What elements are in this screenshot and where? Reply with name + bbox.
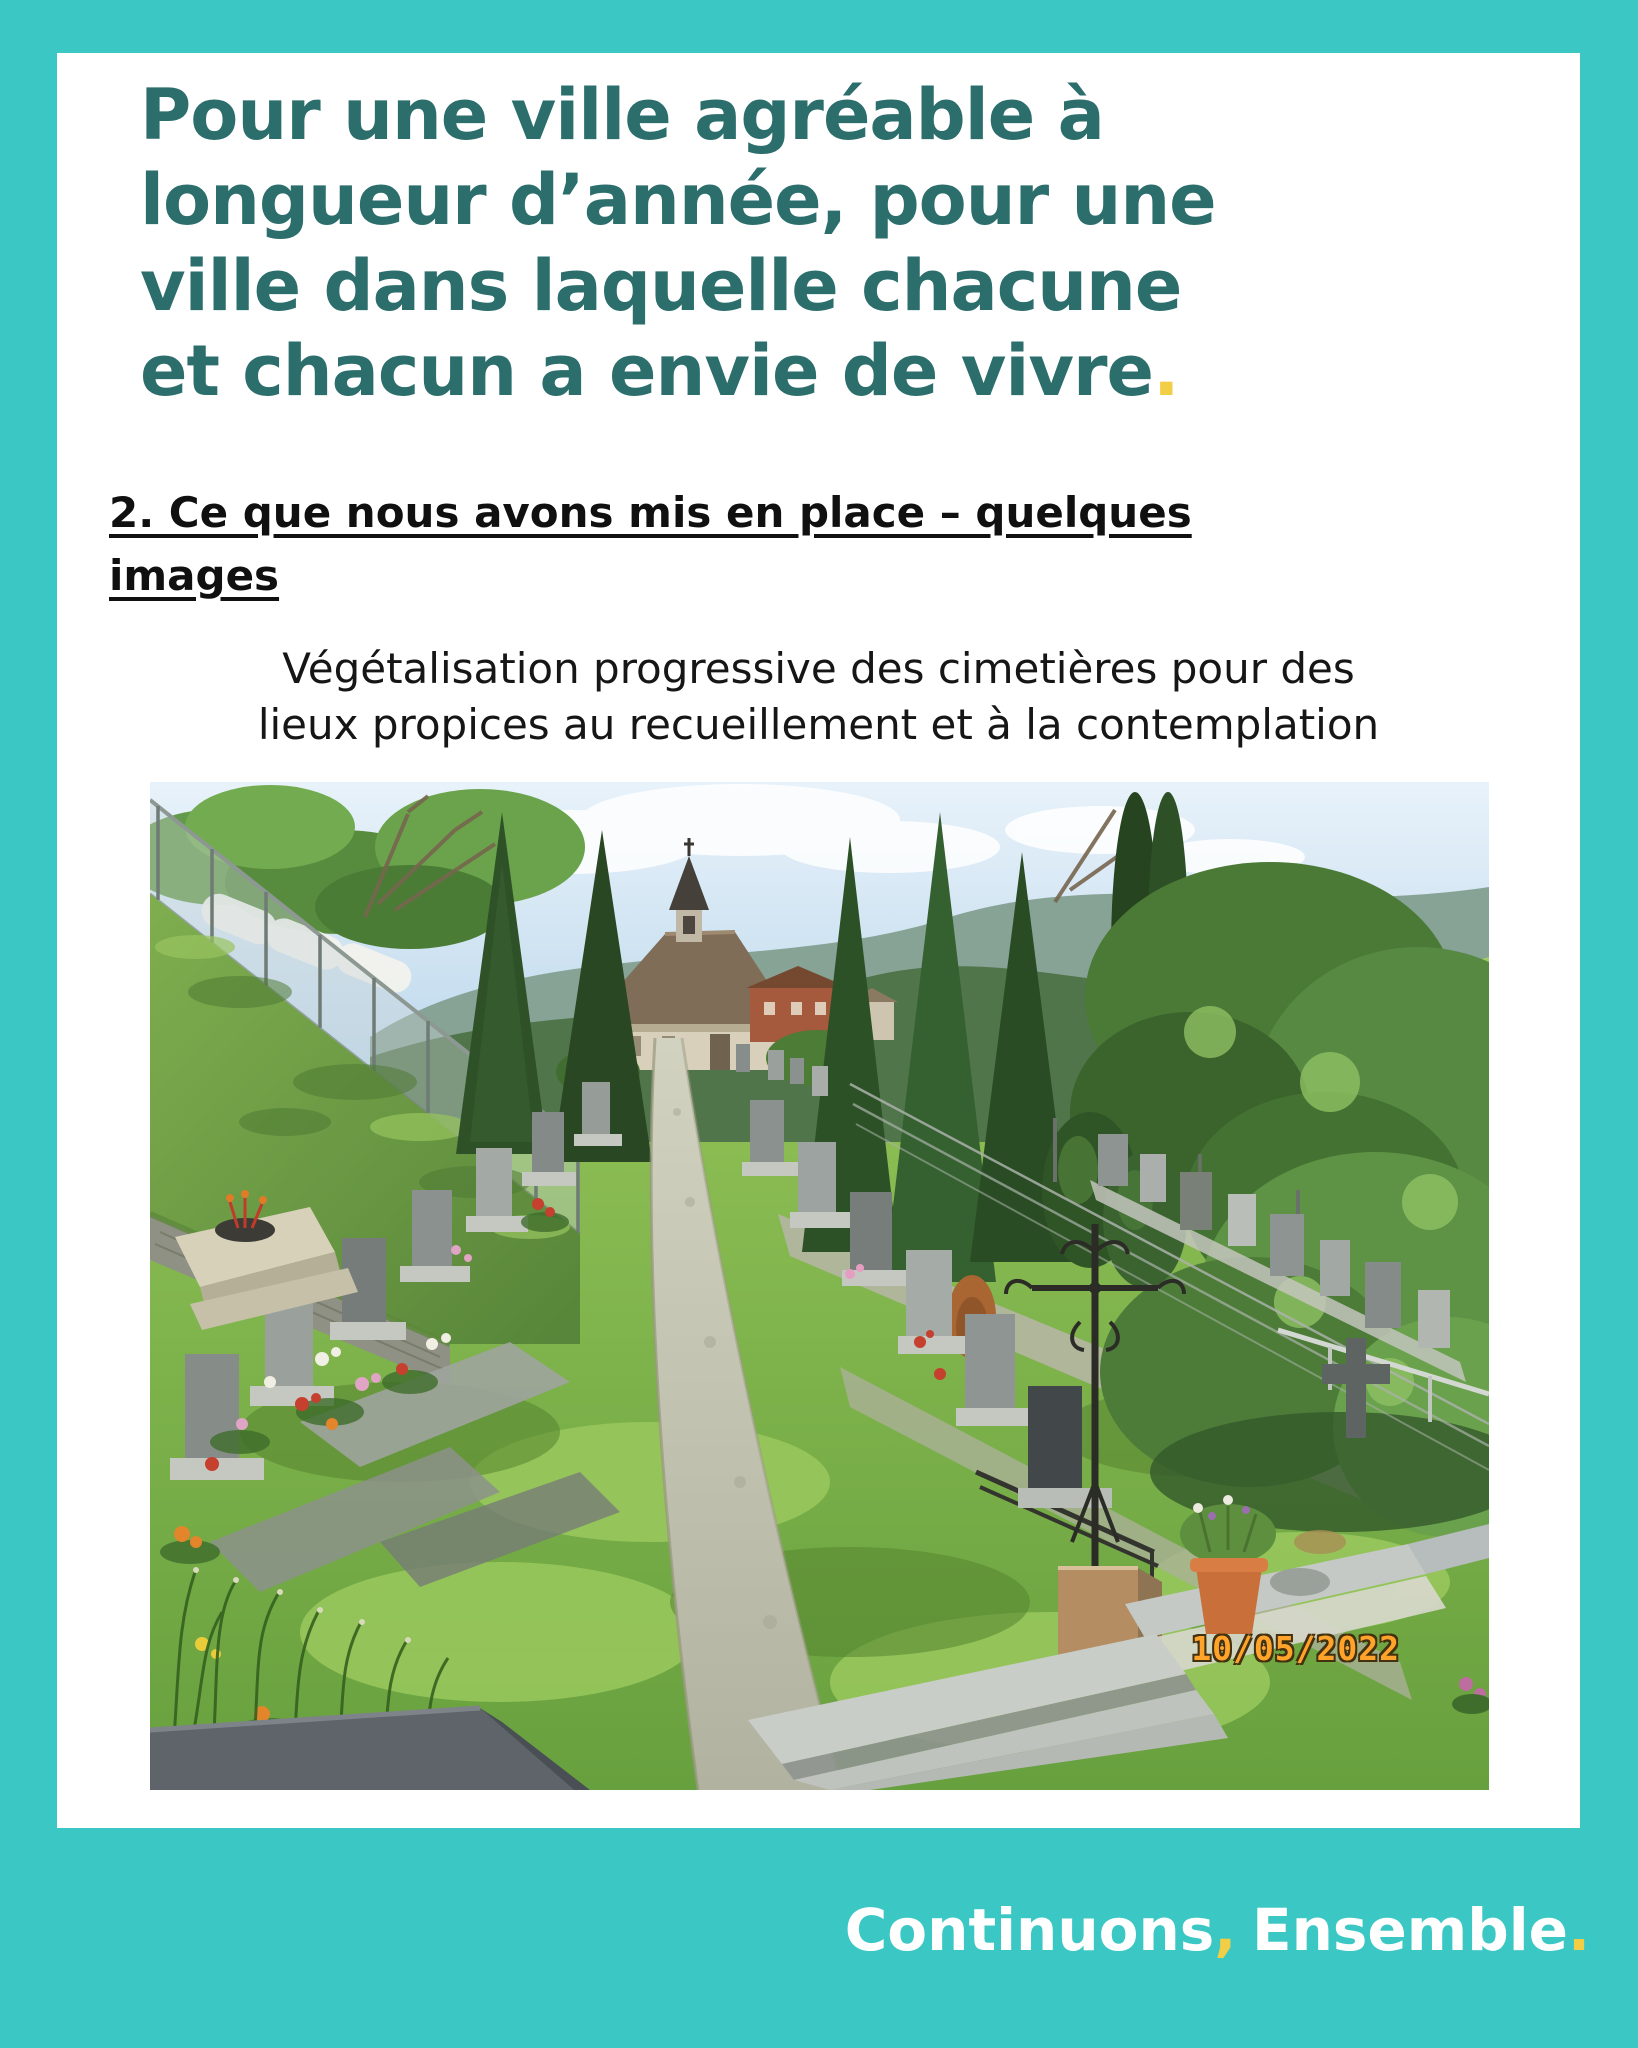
slogan-word-1: Continuons [844, 1896, 1215, 1964]
page-title [140, 73, 1560, 415]
cemetery-photo [150, 782, 1489, 1790]
caption-line: Végétalisation progressive des cimetières pour des [282, 644, 1355, 693]
campaign-slogan [845, 1896, 1590, 1966]
title-line: longueur d’année, pour une [140, 159, 1216, 242]
title-line-text: et chacun a envie de vivre [140, 330, 1153, 413]
title-accent-period: . [1153, 330, 1179, 413]
caption-line: lieux propices au recueillement et à la contemplation [257, 699, 1380, 749]
slogan-word-2: Ensemble [1252, 1896, 1568, 1964]
title-line: Pour une ville agréable à [140, 74, 1104, 156]
photo-caption [57, 641, 1580, 753]
slogan-period: . [1567, 1896, 1590, 1964]
slogan-comma: , [1214, 1896, 1237, 1964]
subtitle-line: images [109, 551, 280, 600]
content-card [57, 53, 1580, 1828]
subtitle-line: 2. Ce que nous avons mis en place – quelques [109, 488, 1192, 537]
section-subtitle [109, 481, 1529, 607]
photo-datestamp: 10/05/2022 [1191, 1629, 1400, 1668]
title-line [140, 329, 1560, 414]
title-line: ville dans laquelle chacune [140, 244, 1182, 327]
